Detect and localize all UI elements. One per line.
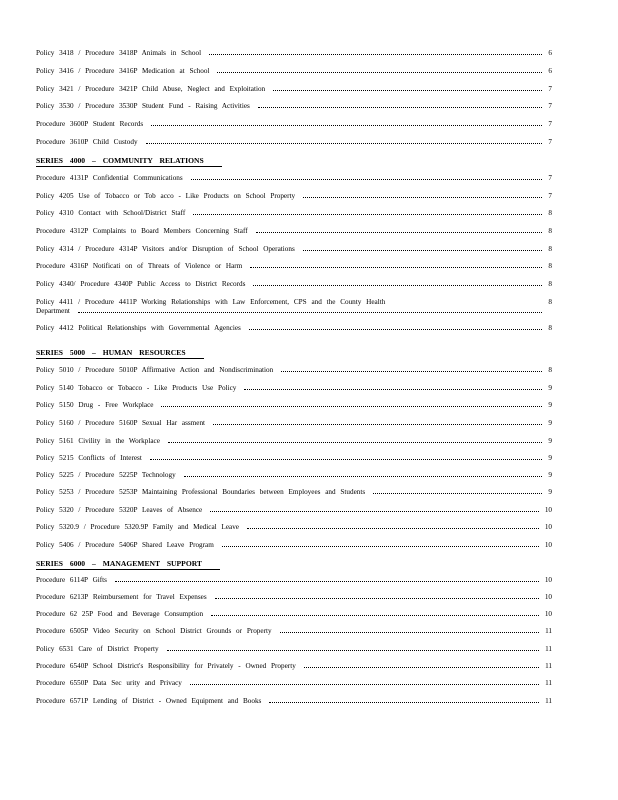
dot-leader bbox=[184, 476, 542, 477]
toc-entry-title: Procedure 6540P School District's Responsibility for Privately - Owned Property bbox=[36, 662, 296, 670]
dot-leader bbox=[168, 442, 542, 443]
toc-entry bbox=[36, 625, 552, 637]
dot-leader bbox=[190, 684, 539, 685]
toc-entry bbox=[36, 417, 552, 429]
dot-leader bbox=[273, 90, 542, 91]
toc-entry-title: Policy 6531 Care of District Property bbox=[36, 645, 159, 653]
toc-entry bbox=[36, 452, 552, 464]
toc-entry-title: Procedure 6550P Data Sec urity and Privacy bbox=[36, 679, 182, 687]
series-heading: SERIES 5000 – HUMAN RESOURCES bbox=[36, 347, 204, 359]
toc-entry bbox=[36, 296, 552, 316]
dot-leader bbox=[215, 598, 539, 599]
dot-leader bbox=[161, 406, 542, 407]
toc-entry-page: 8 bbox=[548, 298, 552, 306]
toc-entry-page: 10 bbox=[544, 541, 552, 549]
toc-entry-title: Policy 5150 Drug - Free Workplace bbox=[36, 401, 154, 409]
toc-entry-page: 11 bbox=[545, 645, 552, 653]
toc-entry bbox=[36, 539, 552, 551]
toc-entry-page: 11 bbox=[545, 627, 552, 635]
toc-entry-page: 8 bbox=[548, 280, 552, 288]
toc-entry-page: 7 bbox=[548, 85, 552, 93]
toc-entry-page: 8 bbox=[548, 209, 552, 217]
toc-entry bbox=[36, 677, 552, 689]
dot-leader bbox=[250, 267, 542, 268]
dot-leader bbox=[193, 214, 542, 215]
toc-entry-page: 10 bbox=[544, 523, 552, 531]
toc-entry-page: 9 bbox=[548, 454, 552, 462]
dot-leader bbox=[150, 459, 542, 460]
toc-entry bbox=[36, 207, 552, 219]
dot-leader bbox=[304, 667, 539, 668]
dot-leader bbox=[211, 615, 539, 616]
toc-entry bbox=[36, 382, 552, 394]
dot-leader bbox=[213, 424, 542, 425]
toc-entry-title: Policy 3530 / Procedure 3530P Student Fund - Raising Activities bbox=[36, 102, 250, 110]
dot-leader bbox=[280, 632, 539, 633]
dot-leader bbox=[222, 546, 539, 547]
toc-entry-title: Policy 3421 / Procedure 3421P Child Abuse, Neglect and Exploitation bbox=[36, 85, 266, 93]
toc-entry-page: 9 bbox=[548, 384, 552, 392]
toc-entry bbox=[36, 100, 552, 112]
toc-entry bbox=[36, 435, 552, 447]
toc-entry-page: 7 bbox=[548, 102, 552, 110]
toc-entry-title: Procedure 4312P Complaints to Board Members Concerning Staff bbox=[36, 227, 248, 235]
toc-entry-title: Policy 5253 / Procedure 5253P Maintaining Professional Boundaries between Employees and Students bbox=[36, 488, 366, 496]
toc-entry bbox=[36, 322, 552, 334]
toc-entry-title: Policy 4411 / Procedure 4411P Working Relationships with Law Enforcement, CPS and the County Health bbox=[36, 298, 386, 306]
toc-entry bbox=[36, 504, 552, 516]
toc-entry bbox=[36, 660, 552, 672]
toc-entry bbox=[36, 65, 552, 77]
toc-entry bbox=[36, 399, 552, 411]
toc-entry-page: 6 bbox=[548, 67, 552, 75]
toc-entry-title: Policy 4412 Political Relationships with Governmental Agencies bbox=[36, 324, 241, 332]
toc-entry bbox=[36, 486, 552, 498]
toc-entry-page: 8 bbox=[548, 262, 552, 270]
toc-entry-page: 11 bbox=[545, 679, 552, 687]
toc-entry-page: 7 bbox=[548, 120, 552, 128]
dot-leader bbox=[256, 232, 542, 233]
toc-entry-title: Procedure 6505P Video Security on School District Grounds or Property bbox=[36, 627, 272, 635]
toc-entry-title: Policy 5140 Tobacco or Tobacco - Like Products Use Policy bbox=[36, 384, 237, 392]
dot-leader bbox=[303, 197, 542, 198]
dot-leader bbox=[217, 72, 542, 73]
toc-entry-page: 8 bbox=[548, 366, 552, 374]
toc-entry-title: Procedure 4131P Confidential Communications bbox=[36, 174, 183, 182]
toc-entry bbox=[36, 47, 552, 59]
toc-entry bbox=[36, 118, 552, 130]
toc-entry-title: Procedure 3600P Student Records bbox=[36, 120, 144, 128]
toc-entry-page: 10 bbox=[544, 576, 552, 584]
toc-entry-title: Policy 5215 Conflicts of Interest bbox=[36, 454, 142, 462]
toc-entry-page: 7 bbox=[548, 174, 552, 182]
toc-entry-title: Procedure 6213P Reimbursement for Travel Expenses bbox=[36, 593, 207, 601]
dot-leader bbox=[78, 312, 542, 313]
toc-entry-title: Policy 4310 Contact with School/District Staff bbox=[36, 209, 186, 217]
toc-entry-title: Policy 5406 / Procedure 5406P Shared Leave Program bbox=[36, 541, 214, 549]
dot-leader bbox=[151, 125, 542, 126]
toc-entry bbox=[36, 608, 552, 620]
toc-entry-title: Policy 5160 / Procedure 5160P Sexual Har assment bbox=[36, 419, 206, 427]
toc-entry bbox=[36, 260, 552, 272]
toc-entry-page: 11 bbox=[545, 662, 552, 670]
toc-entry-page: 9 bbox=[548, 488, 552, 496]
toc-entry-page: 7 bbox=[548, 192, 552, 200]
toc-entry bbox=[36, 574, 552, 586]
toc-entry-title: Policy 5161 Civility in the Workplace bbox=[36, 437, 160, 445]
toc-entry-page: 9 bbox=[548, 437, 552, 445]
dot-leader bbox=[191, 179, 542, 180]
toc-entry bbox=[36, 695, 552, 707]
toc-entry bbox=[36, 591, 552, 603]
dot-leader bbox=[209, 54, 542, 55]
toc-entry-title: Procedure 4316P Notificati on of Threats of Violence or Harm bbox=[36, 262, 243, 270]
toc-entry-page: 8 bbox=[548, 324, 552, 332]
toc-entry-page: 9 bbox=[548, 471, 552, 479]
dot-leader bbox=[281, 371, 542, 372]
toc-entry-page: 8 bbox=[548, 245, 552, 253]
toc-entry-page: 10 bbox=[544, 610, 552, 618]
toc-entry-title: Policy 5010 / Procedure 5010P Affirmative Action and Nondiscrimination bbox=[36, 366, 274, 374]
toc-entry bbox=[36, 136, 552, 148]
toc-entry-page: 10 bbox=[544, 593, 552, 601]
toc-entry-page: 10 bbox=[544, 506, 552, 514]
dot-leader bbox=[244, 389, 542, 390]
toc-entry-title: Procedure 3610P Child Custody bbox=[36, 138, 138, 146]
toc-entry-title: Procedure 6114P Gifts bbox=[36, 576, 107, 584]
toc-entry-title: Policy 4205 Use of Tobacco or Tob acco - Like Products on School Property bbox=[36, 192, 296, 200]
toc-entry bbox=[36, 225, 552, 237]
toc-entry bbox=[36, 364, 552, 376]
toc-entry-page: 11 bbox=[545, 697, 552, 705]
toc-entry bbox=[36, 643, 552, 655]
toc-entry bbox=[36, 83, 552, 95]
toc-entry-title: Policy 4314 / Procedure 4314P Visitors and/or Disruption of School Operations bbox=[36, 245, 295, 253]
dot-leader bbox=[146, 143, 542, 144]
dot-leader bbox=[210, 511, 539, 512]
dot-leader bbox=[258, 107, 542, 108]
dot-leader bbox=[303, 250, 542, 251]
toc-entry-title: Policy 5320 / Procedure 5320P Leaves of Absence bbox=[36, 506, 203, 514]
toc-entry bbox=[36, 172, 552, 184]
dot-leader bbox=[253, 285, 542, 286]
toc-entry-page: 9 bbox=[548, 419, 552, 427]
dot-leader bbox=[115, 581, 539, 582]
dot-leader bbox=[249, 329, 542, 330]
toc-entry-title-continued: Department bbox=[36, 307, 70, 315]
dot-leader bbox=[373, 493, 542, 494]
toc-entry-title: Procedure 6571P Lending of District - Owned Equipment and Books bbox=[36, 697, 262, 705]
dot-leader bbox=[269, 702, 539, 703]
toc-entry bbox=[36, 190, 552, 202]
dot-leader bbox=[167, 650, 539, 651]
series-heading: SERIES 4000 – COMMUNITY RELATIONS bbox=[36, 155, 222, 167]
toc-entry-page: 9 bbox=[548, 401, 552, 409]
toc-entry bbox=[36, 521, 552, 533]
toc-entry-page: 8 bbox=[548, 227, 552, 235]
toc-entry-title: Policy 3416 / Procedure 3416P Medication at School bbox=[36, 67, 210, 75]
toc-entry-title: Policy 4340/ Procedure 4340P Public Access to District Records bbox=[36, 280, 246, 288]
dot-leader bbox=[247, 528, 539, 529]
toc-entry-title: Policy 5225 / Procedure 5225P Technology bbox=[36, 471, 176, 479]
toc-entry-page: 6 bbox=[548, 49, 552, 57]
toc-entry bbox=[36, 469, 552, 481]
toc-entry bbox=[36, 243, 552, 255]
series-heading: SERIES 6000 – MANAGEMENT SUPPORT bbox=[36, 558, 220, 570]
toc-entry-page: 7 bbox=[548, 138, 552, 146]
toc-entry-title: Policy 5320.9 / Procedure 5320.9P Family and Medical Leave bbox=[36, 523, 239, 531]
toc-entry-title: Procedure 62 25P Food and Beverage Consumption bbox=[36, 610, 204, 618]
toc-entry bbox=[36, 278, 552, 290]
toc-entry-title: Policy 3418 / Procedure 3418P Animals in School bbox=[36, 49, 202, 57]
